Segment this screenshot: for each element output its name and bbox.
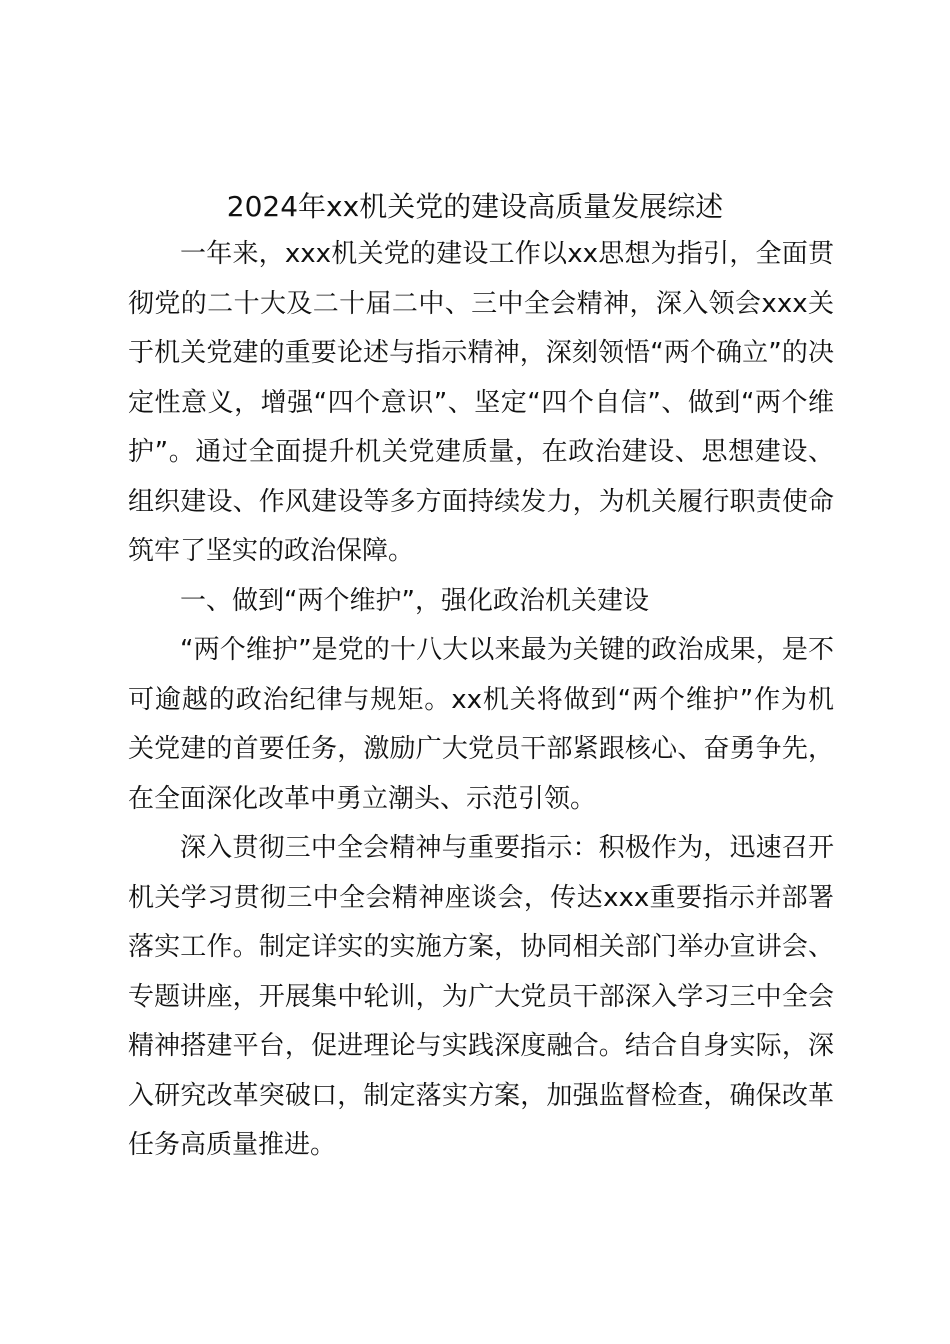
intro-paragraph: 一年来，xxx机关党的建设工作以xx思想为指引，全面贯彻党的二十大及二十届二中、三中全会精神，深入领会xxx关于机关党建的重要论述与指示精神，深刻领悟“两个确立”的决定性意义，增强“四个意识”、坚定“四个自信”、做到“两个维护”。通过全面提升机关党建质量，在政治建设、思想建设、组织建设、作风建设等多方面持续发力，为机关履行职责使命筑牢了坚实的政治保障。 (128, 239, 834, 566)
document-title: 2024年xx机关党的建设高质量发展综述 (226, 190, 724, 223)
document-body (128, 230, 834, 1171)
section-paragraph-1: “两个维护”是党的十八大以来最为关键的政治成果，是不可逾越的政治纪律与规矩。xx机关将做到“两个维护”作为机关党建的首要任务，激励广大党员干部紧跟核心、奋勇争先，在全面深化改革中勇立潮头、示范引领。 (128, 635, 834, 814)
section-paragraph-2: 深入贯彻三中全会精神与重要指示：积极作为，迅速召开机关学习贯彻三中全会精神座谈会，传达xxx重要指示并部署落实工作。制定详实的实施方案，协同相关部门举办宣讲会、专题讲座，开展集中轮训，为广大党员干部深入学习三中全会精神搭建平台，促进理论与实践深度融合。结合自身实际，深入研究改革突破口，制定落实方案，加强监督检查，确保改革任务高质量推进。 (128, 833, 834, 1160)
section-heading-1: 一、做到“两个维护”，强化政治机关建设 (180, 585, 649, 616)
